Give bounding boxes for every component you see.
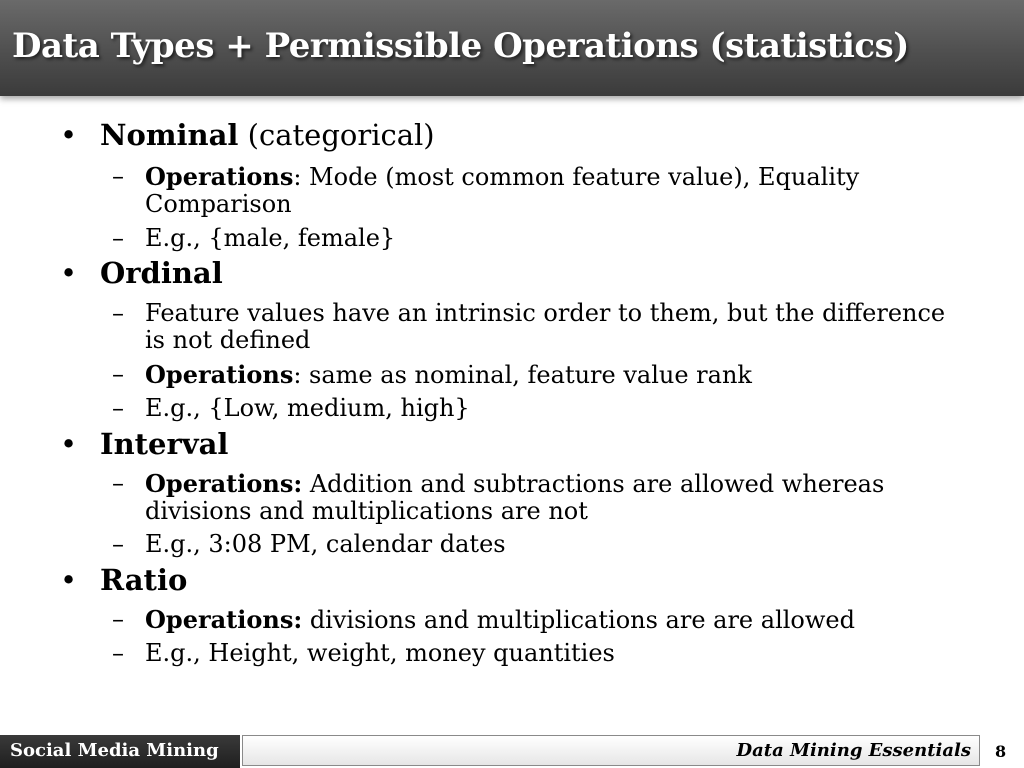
sub-bullet-text: E.g., 3:08 PM, calendar dates [145,530,506,558]
footer-chapter-bar [242,735,980,766]
sub-bullet-text: : Mode (most common feature value), Equality Comparison [145,163,860,218]
sub-bullet-text: Addition and subtractions are allowed whereas divisions and multiplications are not [145,470,885,525]
sub-bullet-text: E.g., {Low, medium, high} [145,394,470,422]
sub-bullet-text: E.g., Height, weight, money quantities [145,639,615,667]
dash-icon: – [112,162,124,190]
sub-bullet [112,470,972,525]
sub-bullet-text: : same as nominal, feature value rank [293,361,752,389]
sub-bullet [112,395,972,422]
sub-bullet [112,361,972,389]
sub-bullet [112,531,972,558]
dash-icon: – [112,394,124,422]
dash-icon: – [112,605,124,633]
bullet-icon: • [60,563,78,597]
page-number: 8 [995,742,1007,761]
sub-bullet-label: Operations: [145,469,303,498]
dash-icon: – [112,224,124,252]
bullet-heading: Ratio [100,563,188,597]
sub-bullet [112,163,972,218]
sub-bullet-text: E.g., {male, female} [145,224,396,252]
sub-bullet-label: Operations: [145,605,303,634]
bullet-heading: Interval [100,427,229,461]
sub-bullet-text: divisions and multiplications are are allowed [302,606,855,634]
sub-bullet [112,606,972,634]
footer-chapter-title: Data Mining Essentials [736,740,971,761]
sub-bullet [112,640,972,667]
dash-icon: – [112,639,124,667]
slide-title: Data Types + Permissible Operations (statistics) [12,26,909,66]
sub-bullet-text: Feature values have an intrinsic order to them, but the difference is not defined [145,299,946,354]
sub-bullet [112,300,972,354]
bullet-heading: Nominal [100,118,239,152]
dash-icon: – [112,530,124,558]
title-bar [0,0,1024,96]
bullet-qualifier: (categorical) [238,118,435,152]
sub-bullet-label: Operations [145,162,294,191]
bullet-icon: • [60,427,78,461]
bullet-heading: Ordinal [100,256,223,290]
sub-bullet-label: Operations [145,360,294,389]
dash-icon: – [112,299,124,327]
dash-icon: – [112,360,124,388]
dash-icon: – [112,469,124,497]
footer-course-title: Social Media Mining [0,735,240,768]
bullet-icon: • [60,118,78,152]
bullet-icon: • [60,256,78,290]
sub-bullet [112,225,972,252]
